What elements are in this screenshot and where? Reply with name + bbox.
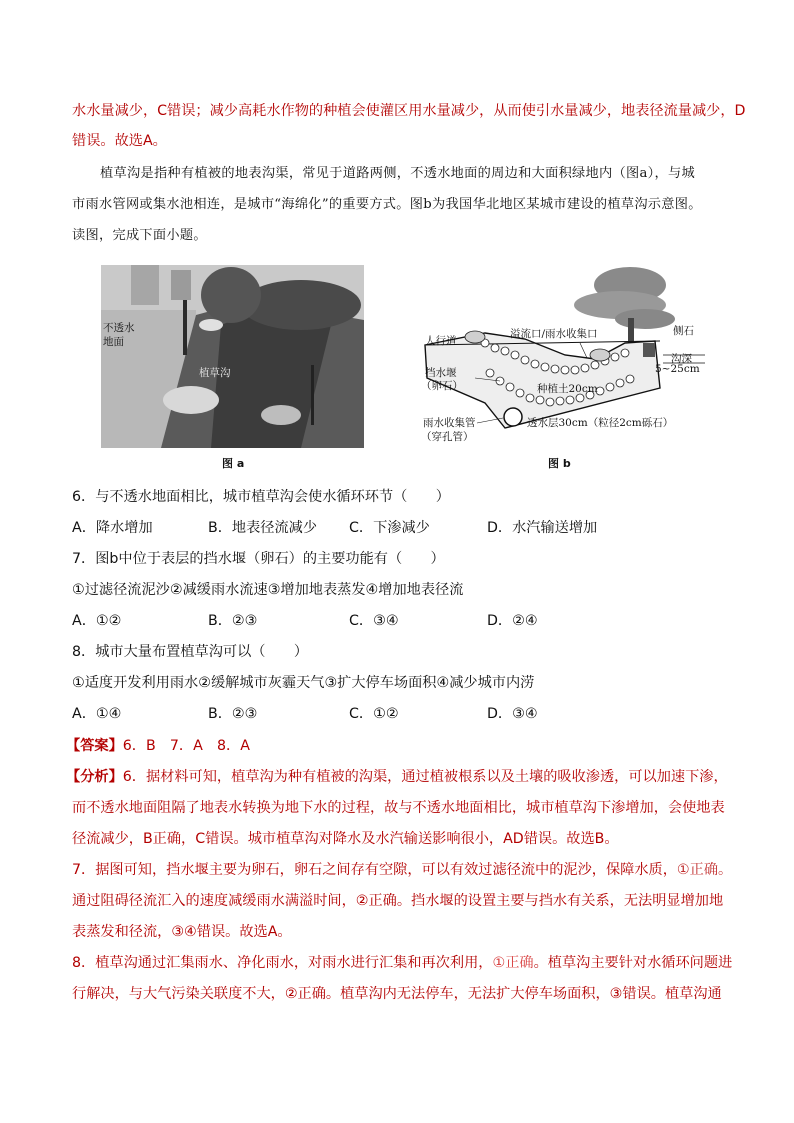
question-8-items: ①适度开发利用雨水②缓解城市灰霾天气③扩大停车场面积④减少城市内涝	[72, 675, 535, 691]
analysis-line: 行解决，与大气污染关联度不大，②正确。植草沟内无法停车，无法扩大停车场面积，③错误。植草沟通	[72, 986, 722, 1002]
analysis-line	[66, 767, 728, 787]
analysis-text: 6．据材料可知，植草沟为种有植被的沟渠，通过植被根系以及土壤的吸收渗透，可以加速下渗，	[122, 769, 728, 785]
answer-line	[66, 736, 250, 756]
figure-b-caption: 图 b	[548, 457, 571, 470]
analysis-text: 7．据图可知，挡水堰主要为卵石，卵石之间存有空隙，可以有效过滤径流中的泥沙，保障水质，	[72, 862, 677, 878]
option-d: D．②④	[487, 613, 538, 629]
figure-b-label: 种植土20cm	[537, 383, 598, 395]
figure-b-label: 溢流口/雨水收集口	[510, 328, 598, 340]
option-a: A．①④	[72, 706, 122, 722]
analysis-highlight: ①正确	[492, 955, 534, 971]
figure-a-label: 植草沟	[199, 367, 231, 379]
option-a: A．降水增加	[72, 520, 153, 536]
option-c: C．①②	[349, 706, 399, 722]
figure-b-label: （穿孔管）	[421, 431, 474, 443]
analysis-text: 。植草沟主要针对水循环问题进	[533, 955, 733, 971]
analysis-line: 而不透水地面阻隔了地表水转换为地下水的过程，故与不透水地面相比，城市植草沟下渗增加，会使地表	[72, 800, 725, 816]
question-7: 7．图b中位于表层的挡水堰（卵石）的主要功能有（ ）	[72, 551, 445, 567]
question-8: 8．城市大量布置植草沟可以（ ）	[72, 644, 309, 660]
figure-b-label: 挡水堰	[425, 367, 457, 379]
analysis-text: 8．植草沟通过汇集雨水、净化雨水，对雨水进行汇集和再次利用，	[72, 955, 493, 971]
option-b: B．地表径流减少	[208, 520, 318, 536]
figure-b-label: （卵石）	[421, 380, 463, 392]
figure-a-label: 地面	[103, 336, 124, 348]
question-6: 6．与不透水地面相比，城市植草沟会使水循环环节（ ）	[72, 489, 450, 505]
question-7-items: ①过滤径流泥沙②减缓雨水流速③增加地表蒸发④增加地表径流	[72, 582, 464, 598]
stimulus-line: 读图，完成下面小题。	[72, 228, 207, 243]
text-line: 错误。故选A。	[72, 133, 167, 149]
answer-tag: 【答案】	[66, 738, 123, 754]
option-d: D．③④	[487, 706, 538, 722]
figure-a-photo	[101, 265, 364, 448]
figure-b-diagram	[415, 263, 710, 449]
analysis-line	[72, 860, 732, 880]
analysis-highlight: ①正确。	[676, 862, 733, 878]
analysis-line: 表蒸发和径流，③④错误。故选A。	[72, 924, 292, 940]
figure-a-caption: 图 a	[222, 457, 245, 470]
analysis-tag: 【分析】	[66, 769, 123, 785]
figure-a-label: 不透水	[103, 322, 135, 334]
analysis-line: 通过阻碍径流汇入的速度减缓雨水满溢时间，②正确。挡水堰的设置主要与挡水有关系，无法明显增加地	[72, 893, 724, 909]
text-line: 水水量减少，C错误；减少高耗水作物的种植会使灌区用水量减少，从而使引水量减少，地表径流量减少，D	[72, 103, 746, 119]
option-b: B．②③	[208, 613, 258, 629]
option-d: D．水汽输送增加	[487, 520, 598, 536]
figure-b-label: 雨水收集管	[423, 417, 476, 429]
figure-b-label: 侧石	[673, 325, 694, 337]
figure-b-label: 5~25cm	[655, 363, 700, 375]
analysis-line	[72, 953, 732, 973]
analysis-line: 径流减少，B正确，C错误。城市植草沟对降水及水汽输送影响很小，AD错误。故选B。	[72, 831, 619, 847]
option-c: C．下渗减少	[349, 520, 430, 536]
figure-b-label: 人行道	[425, 335, 457, 347]
option-b: B．②③	[208, 706, 258, 722]
answer-text: 6．B 7．A 8．A	[122, 738, 250, 754]
figure-b-label: 沟深	[671, 353, 692, 365]
option-c: C．③④	[349, 613, 399, 629]
figure-b-label: 透水层30cm（粒径2cm砾石）	[527, 417, 674, 429]
stimulus-line: 市雨水管网或集水池相连，是城市“海绵化”的重要方式。图b为我国华北地区某城市建设的植草沟示意图。	[72, 197, 702, 212]
option-a: A．①②	[72, 613, 122, 629]
stimulus-line: 植草沟是指种有植被的地表沟渠，常见于道路两侧，不透水地面的周边和大面积绿地内（图a），与城	[100, 166, 696, 181]
